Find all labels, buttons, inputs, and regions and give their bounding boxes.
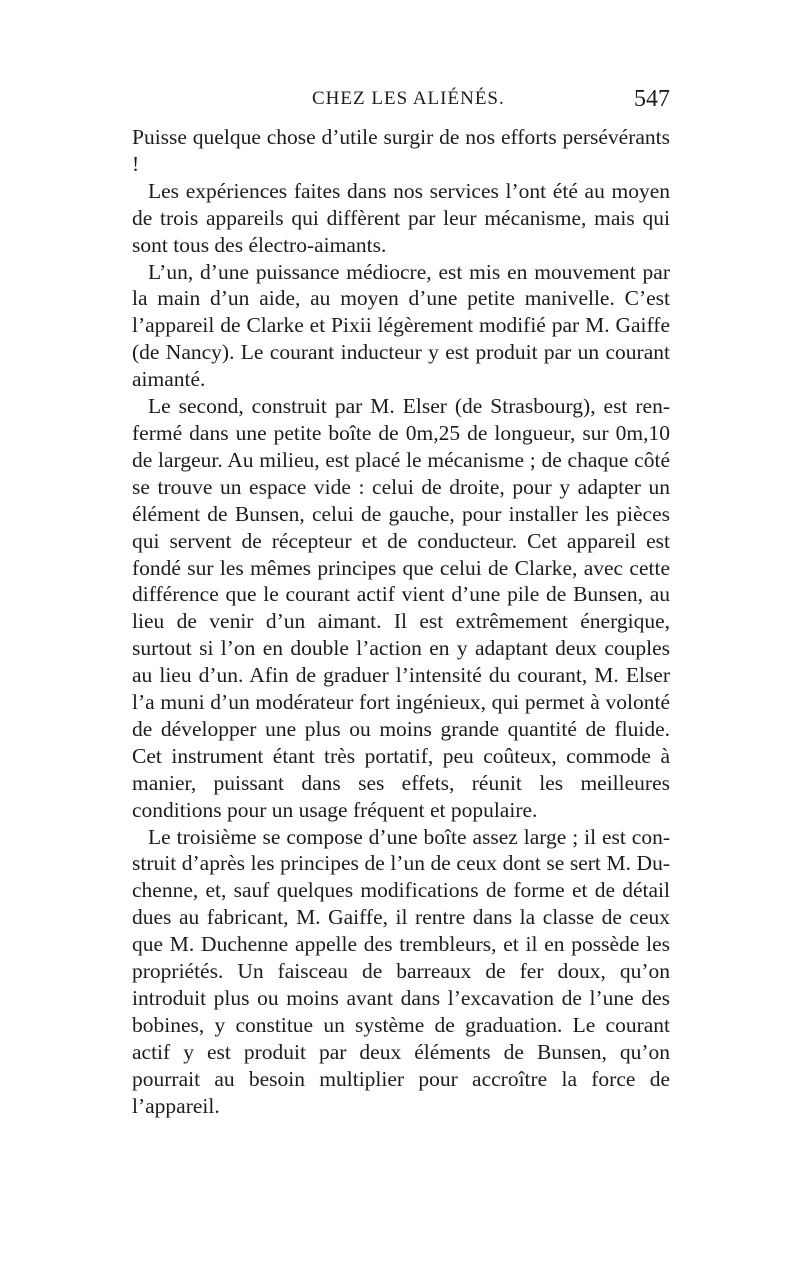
paragraph-2: Les expériences faites dans nos services l’ont été au moyen de trois appareils qui diffèrent par leur mécanisme, mais qui sont tous des électro-aimants.	[132, 178, 670, 257]
page-number: 547	[634, 86, 670, 112]
body-text	[132, 124, 670, 1120]
paragraph-4: Le second, construit par M. Elser (de Strasbourg), est renfermé dans une petite boîte de 0m,25 de longueur, sur 0m,10 de largeur. Au milieu, est placé le mécanisme ; de chaque côté se trouve un espace vide : celui de droite, pour y adapter un élément de Bunsen, celui de gauche, pour installer les pièces qui servent de récepteur et de conducteur. Cet appareil est fondé sur les mêmes principes que celui de Clarke, avec cette différence que le courant actif vient d’une pile de Bunsen, au lieu de venir d’un aimant. Il est extrêmement énergique, surtout si l’on en double l’action en y adaptant deux couples au lieu d’un. Afin de graduer l’intensité du courant, M. Elser l’a muni d’un modérateur fort ingénieux, qui permet à volonté de développer une plus ou moins grande quantité de fluide. Cet instrument étant très portatif, peu coûteux, commode à manier, puissant dans ses effets, réunit les meilleures conditions pour un usage fréquent et populaire.	[132, 394, 670, 822]
paragraph-1: Puisse quelque chose d’utile surgir de nos efforts persévérants !	[132, 125, 670, 176]
running-title: CHEZ LES ALIÉNÉS.	[312, 88, 505, 109]
paragraph-3: L’un, d’une puissance médiocre, est mis en mouvement par la main d’un aide, au moyen d’une petite manivelle. C’est l’appareil de Clarke et Pixii légèrement modifié par M. Gaiffe (de Nancy). Le courant inducteur y est produit par un courant aimanté.	[132, 259, 670, 392]
running-head	[132, 88, 670, 120]
paragraph-5: Le troisième se compose d’une boîte assez large ; il est construit d’après les principes de l’un de ceux dont se sert M. Duchenne, et, sauf quelques modifications de forme et de détail dues au fabricant, M. Gaiffe, il rentre dans la classe de ceux que M. Duchenne appelle des trembleurs, et il en possède les propriétés. Un faisceau de barreaux de fer doux, qu’on introduit plus ou moins avant dans l’excavation de l’une des bobines, y constitue un système de graduation. Le courant actif y est produit par deux éléments de Bunsen, qu’on pourrait au besoin multiplier pour accroître la force de l’appareil.	[132, 824, 670, 1118]
